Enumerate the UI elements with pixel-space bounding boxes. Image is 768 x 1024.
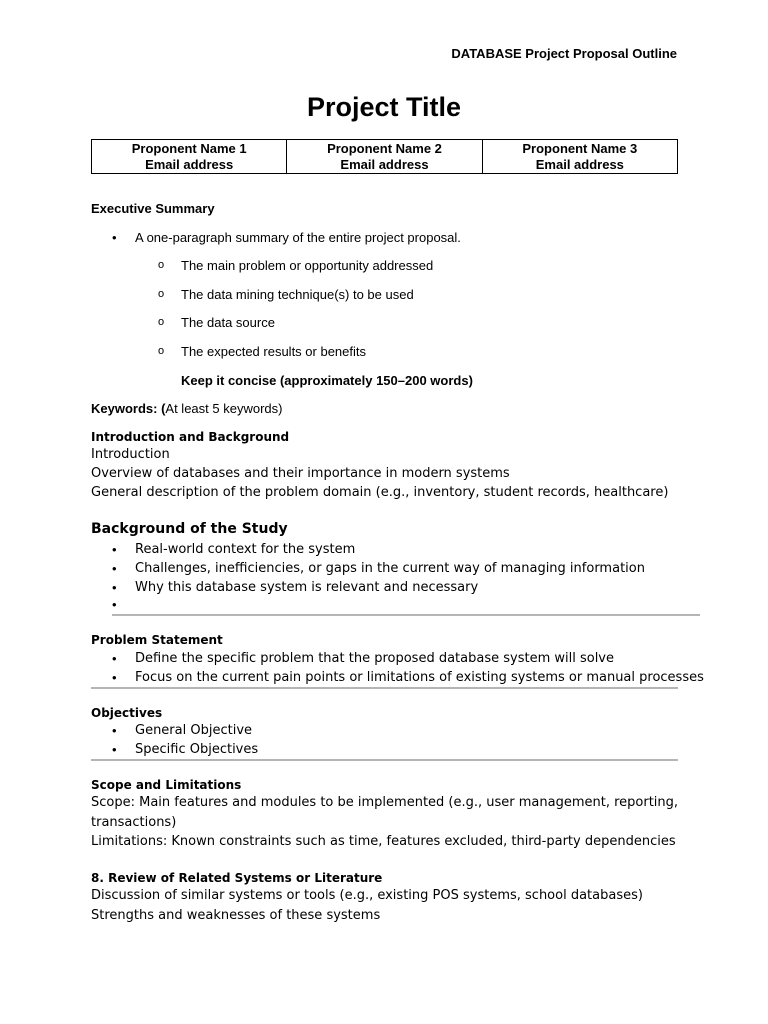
background-bullet: Real-world context for the system [135, 542, 356, 557]
circle-bullet-icon: o [158, 259, 165, 271]
scope-line: Limitations: Known constraints such as time, features excluded, third-party dependencies [91, 834, 676, 849]
page-title: Project Title [306, 92, 462, 122]
intro-line: General description of the problem domain (e.g., inventory, student records, healthcare) [91, 485, 669, 500]
bullet-icon: • [112, 670, 117, 685]
summary-bullet: A one-paragraph summary of the entire project proposal. [135, 230, 461, 245]
section-divider [91, 687, 678, 689]
bullet-icon: • [112, 723, 117, 738]
bullet-icon: • [112, 651, 117, 666]
problem-bullet: Define the specific problem that the proposed database system will solve [135, 651, 614, 666]
keywords-line [91, 400, 282, 418]
circle-bullet-icon: o [158, 316, 165, 328]
circle-bullet-icon: o [158, 345, 165, 357]
executive-summary-heading: Executive Summary [91, 201, 215, 216]
scope-line: Scope: Main features and modules to be implemented (e.g., user management, reporting, [91, 795, 679, 810]
proponent-name: Proponent Name 1 [131, 141, 247, 156]
proponent-cell-3 [482, 140, 677, 174]
summary-subbullet: The expected results or benefits [181, 344, 366, 359]
background-bullet: Why this database system is relevant and necessary [135, 580, 479, 595]
proponent-email: Email address [340, 157, 429, 172]
bullet-icon: • [112, 742, 117, 757]
section-divider [91, 759, 678, 761]
background-bullet: Challenges, inefficiencies, or gaps in the current way of managing information [135, 561, 645, 576]
keywords-text: At least 5 keywords) [165, 401, 283, 416]
proponent-table [91, 139, 678, 174]
problem-bullet: Focus on the current pain points or limitations of existing systems or manual processes [135, 670, 704, 685]
background-heading: Background of the Study [91, 521, 288, 537]
document-header: DATABASE Project Proposal Outline [451, 46, 677, 61]
bullet-icon: • [112, 597, 117, 612]
bullet-icon: • [112, 580, 117, 595]
summary-subbullet: The data mining technique(s) to be used [181, 287, 414, 302]
intro-line: Overview of databases and their importance in modern systems [91, 466, 510, 481]
circle-bullet-icon: o [158, 288, 165, 300]
summary-subbullet: The main problem or opportunity addressed [181, 258, 434, 273]
table-row [92, 140, 678, 174]
objectives-bullet: Specific Objectives [135, 742, 259, 757]
proponent-cell-1 [92, 140, 287, 174]
keywords-label: Keywords: ( [91, 401, 166, 416]
proponent-name: Proponent Name 3 [522, 141, 638, 156]
intro-heading: Introduction and Background [91, 430, 290, 444]
section-divider [112, 614, 700, 616]
summary-subbullet: The data source [181, 315, 275, 330]
review-line: Discussion of similar systems or tools (e.g., existing POS systems, school databases) [91, 888, 643, 903]
objectives-heading: Objectives [91, 706, 163, 720]
bullet-icon: • [112, 542, 117, 557]
proponent-email: Email address [145, 157, 234, 172]
bullet-icon: • [112, 561, 117, 576]
summary-note: Keep it concise (approximately 150–200 words) [181, 373, 473, 388]
intro-line: Introduction [91, 447, 170, 462]
proponent-email: Email address [535, 157, 624, 172]
proponent-cell-2 [287, 140, 482, 174]
bullet-icon: • [112, 230, 117, 245]
proponent-name: Proponent Name 2 [327, 141, 442, 156]
scope-line: transactions) [91, 815, 177, 830]
review-heading: 8. Review of Related Systems or Literature [91, 871, 383, 885]
review-line: Strengths and weaknesses of these systems [91, 908, 381, 923]
problem-heading: Problem Statement [91, 633, 223, 647]
objectives-bullet: General Objective [135, 723, 253, 738]
scope-heading: Scope and Limitations [91, 778, 242, 792]
